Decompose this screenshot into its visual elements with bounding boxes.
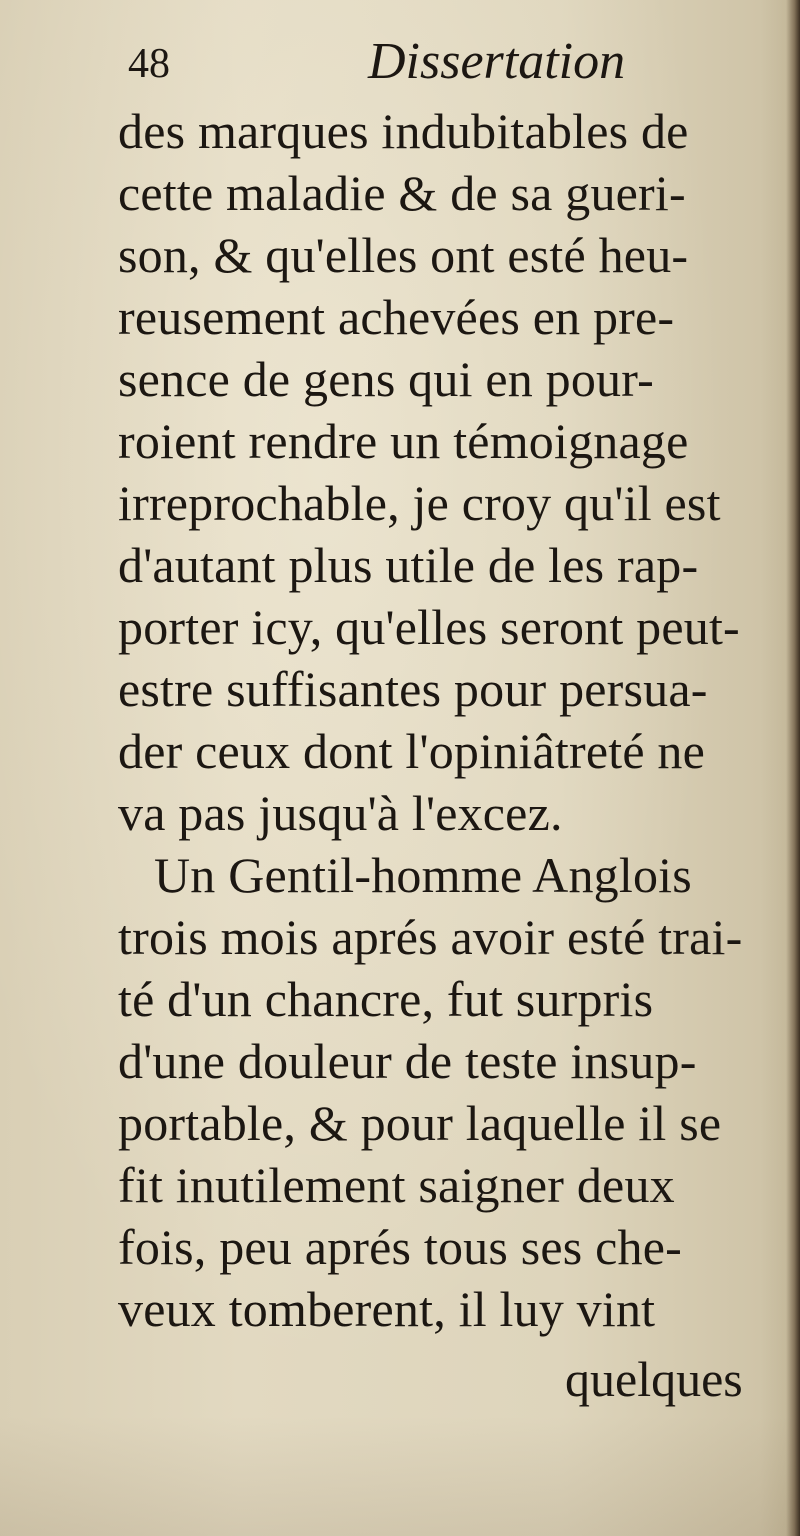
running-head xyxy=(128,28,648,98)
text-line: portable, & pour laquelle il se xyxy=(118,1095,722,1151)
text-line: son, & qu'elles ont esté heu- xyxy=(118,227,689,283)
text-line: d'une douleur de teste insup- xyxy=(118,1033,697,1089)
text-line: fit inutilement saigner deux xyxy=(118,1157,675,1213)
text-line: fois, peu aprés tous ses che- xyxy=(118,1219,682,1275)
body-text xyxy=(118,100,778,1340)
page-shading xyxy=(0,1416,800,1536)
text-line: irreprochable, je croy qu'il est xyxy=(118,475,721,531)
text-line: trois mois aprés avoir esté trai- xyxy=(118,909,743,965)
text-line: des marques indubitables de xyxy=(118,103,689,159)
text-line: va pas jusqu'à l'excez. xyxy=(118,785,563,841)
text-line: der ceux dont l'opiniâtreté ne xyxy=(118,723,706,779)
text-line: estre suffisantes pour persua- xyxy=(118,661,708,717)
text-line: cette maladie & de sa gueri- xyxy=(118,165,686,221)
page-edge xyxy=(786,0,800,1536)
text-line: sence de gens qui en pour- xyxy=(118,351,654,407)
text-line: té d'un chancre, fut surpris xyxy=(118,971,654,1027)
text-line: roient rendre un témoignage xyxy=(118,413,689,469)
text-line: d'autant plus utile de les rap- xyxy=(118,537,699,593)
paragraph-start-line: Un Gentil-homme Anglois xyxy=(154,847,692,903)
text-line: porter icy, qu'elles seront peut- xyxy=(118,599,740,655)
catchword: quelques xyxy=(565,1351,743,1407)
running-title: Dissertation xyxy=(368,33,626,90)
text-line: veux tomberent, il luy vint xyxy=(118,1281,656,1337)
text-line: reusement achevées en pre- xyxy=(118,289,675,345)
page-number: 48 xyxy=(128,41,170,87)
